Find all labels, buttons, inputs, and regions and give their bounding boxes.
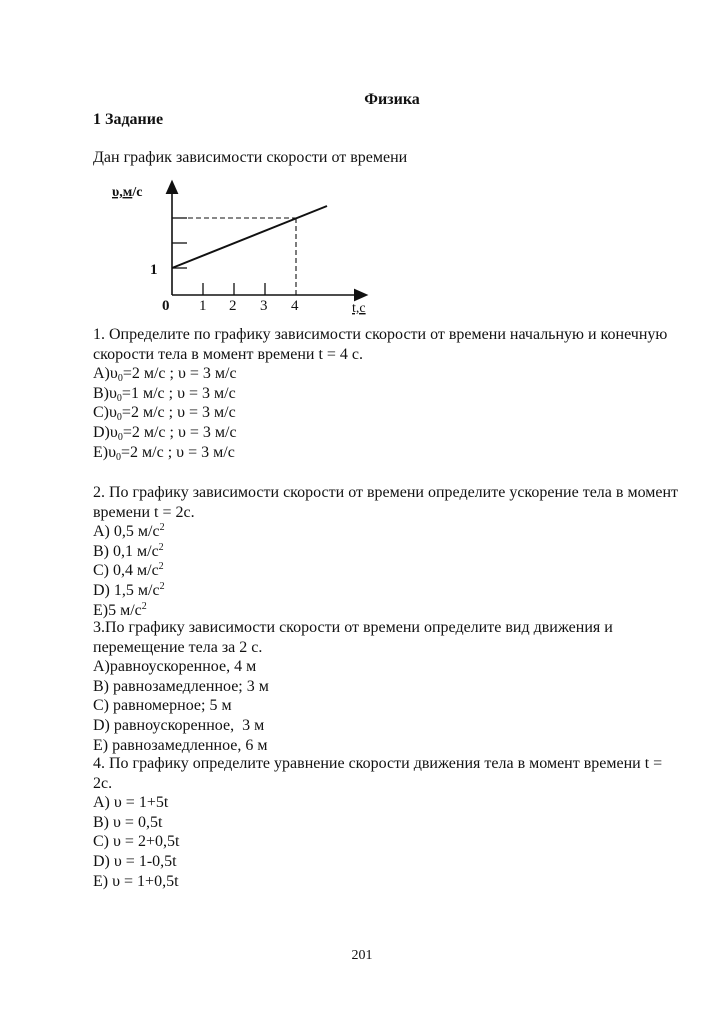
question-4-text: 4. По графику определите уравнение скорости движения тела в момент времени t = 2с. (93, 755, 663, 792)
question-3-option-c: C) равномерное; 5 м (93, 697, 232, 715)
origin-label: 0 (162, 298, 170, 314)
question-1-option-a: $A)\upsilon_0=2$ м/с ; υ = 3 м/с (93, 365, 237, 385)
question-3-option-e: E) равнозамедленное, 6 м (93, 736, 268, 754)
x-tick-label-4: 4 (291, 298, 299, 314)
question-4-option-a: A) υ = 1+5t (93, 794, 169, 812)
task-title: 1 Задание (93, 111, 164, 128)
x-tick-label-3: 3 (260, 298, 268, 314)
question-1-option-e: $E)\upsilon_0=2$ м/с ; υ = 3 м/с (93, 443, 235, 463)
question-1-option-d: $D)\upsilon_0=2$ м/с ; υ = 3 м/с (93, 423, 237, 443)
question-2-option-d: D) 1,5 $м/с^2$ (93, 580, 165, 599)
x-tick-label-1: 1 (199, 298, 207, 314)
question-4-option-e: E) υ = 1+0,5t (93, 872, 179, 890)
velocity-time-graph (0, 0, 724, 330)
question-3-option-a: A)равноускоренное, 4 м (93, 658, 257, 676)
question-4-option-d: D) υ = 1-0,5t (93, 852, 177, 870)
intro-text: Дан график зависимости скорости от времени (93, 149, 408, 166)
y-tick-label-1: 1 (150, 262, 158, 278)
question-3-option-d: D) равноускоренное, 3 м (93, 716, 265, 734)
question-1-option-c: $C)\upsilon_0=2$ м/с ; υ = 3 м/с (93, 404, 236, 424)
x-axis-label: t,c (352, 301, 366, 316)
question-2-option-e: E)5 $м/с^2$ (93, 600, 147, 619)
y-axis-label: υ,м/с (112, 185, 143, 200)
subject-title: Физика (364, 91, 420, 108)
question-2-option-c: C) 0,4 $м/с^2$ (93, 561, 164, 580)
x-tick-label-2: 2 (229, 298, 237, 314)
question-3-text: 3.По графику зависимости скорости от времени определите вид движения и перемещение тела за 2 с. (93, 619, 613, 656)
velocity-line (172, 206, 327, 268)
question-2-text: 2. По графику зависимости скорости от времени определите ускорение тела в момент времени t = 2с. (93, 484, 679, 521)
question-3-option-b: B) равнозамедленное; 3 м (93, 677, 269, 695)
question-3 (93, 618, 683, 755)
question-4 (93, 754, 683, 891)
page-number: 201 (351, 948, 373, 963)
question-4-option-c: C) υ = 2+0,5t (93, 833, 180, 851)
question-1-text: 1. Определите по графику зависимости скорости от времени начальную и конечную скорости тела в момент времени t = 4 с. (93, 326, 668, 363)
question-2 (93, 483, 683, 620)
question-4-option-b: B) υ = 0,5t (93, 813, 163, 831)
question-2-option-b: B) 0,1 $м/с^2$ (93, 541, 164, 560)
question-2-option-a: A) 0,5 $м/с^2$ (93, 522, 165, 541)
question-1 (93, 325, 683, 462)
question-1-option-b: $B)\upsilon_0=1$ м/с ; υ = 3 м/с (93, 384, 236, 404)
